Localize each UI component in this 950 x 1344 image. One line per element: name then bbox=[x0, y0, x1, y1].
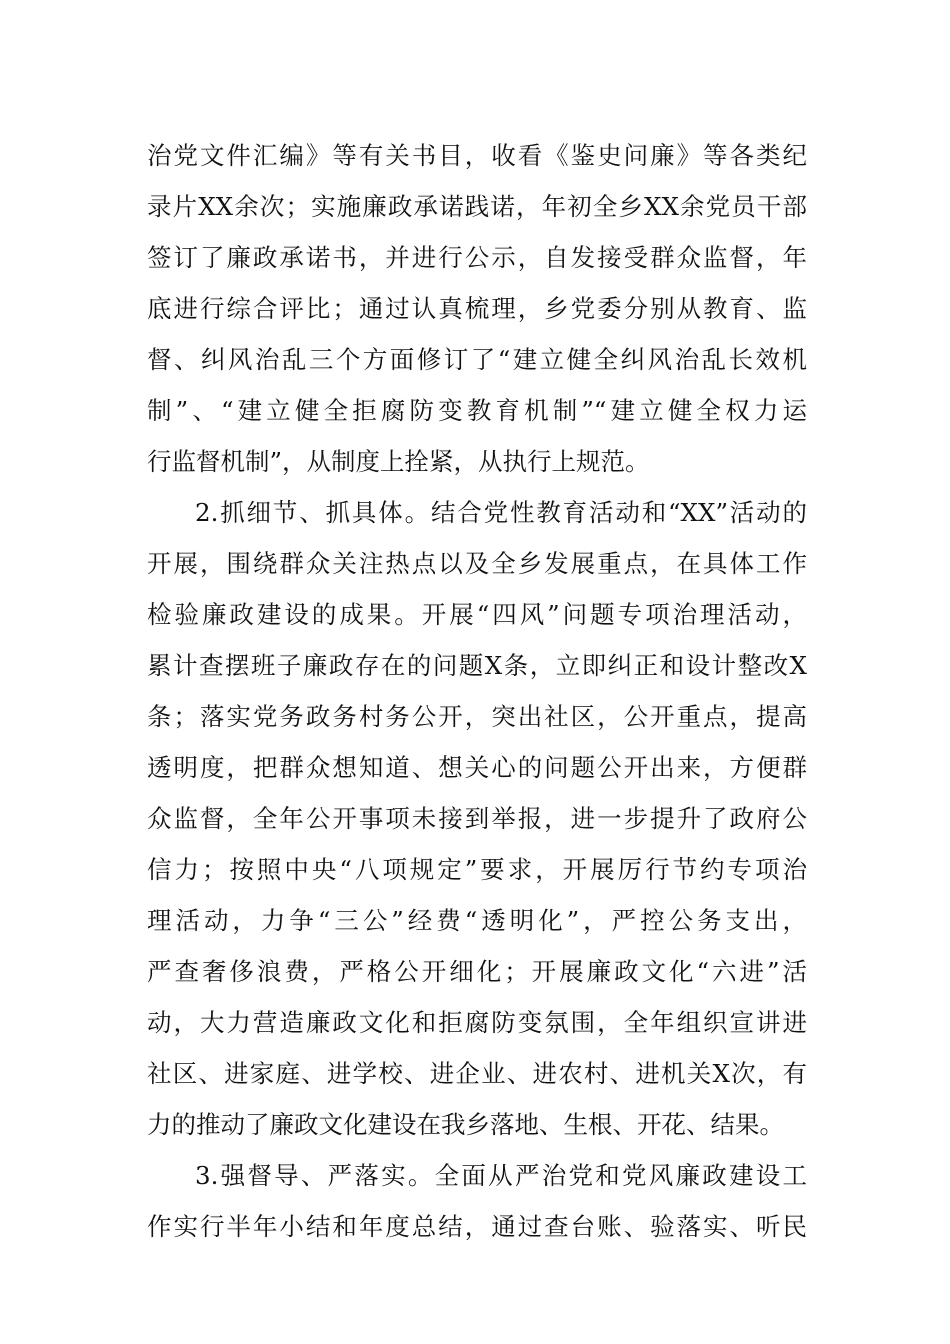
text-line: 作实行半年小结和年度总结，通过查台账、验落实、听民 bbox=[147, 1212, 807, 1241]
paragraph-1 bbox=[147, 130, 807, 487]
text-line: 开展，围绕群众关注热点以及全乡发展重点，在具体工作 bbox=[147, 549, 807, 578]
text-line: 检验廉政建设的成果。开展“四风”问题专项治理活动， bbox=[147, 600, 807, 629]
text-line: 累计查摆班子廉政存在的问题X条，立即纠正和设计整改X bbox=[147, 651, 807, 680]
text-line: 信力；按照中央“八项规定”要求，开展厉行节约专项治 bbox=[147, 855, 807, 884]
text-line: 签订了廉政承诺书，并进行公示，自发接受群众监督，年 bbox=[147, 243, 807, 272]
text-line: 众监督，全年公开事项未接到举报，进一步提升了政府公 bbox=[147, 804, 807, 833]
text-line: 动，大力营造廉政文化和拒腐防变氛围，全年组织宣讲进 bbox=[147, 1008, 807, 1037]
text-line: 录片XX余次；实施廉政承诺践诺，年初全乡XX余党员干部 bbox=[147, 192, 807, 221]
text-line: 条；落实党务政务村务公开，突出社区，公开重点，提高 bbox=[147, 702, 807, 731]
text-line: 制”、“建立健全拒腐防变教育机制”“建立健全权力运 bbox=[147, 396, 807, 425]
text-line: 行监督机制”，从制度上拴紧，从执行上规范。 bbox=[147, 447, 650, 476]
text-line: 底进行综合评比；通过认真梳理，乡党委分别从教育、监 bbox=[147, 294, 807, 323]
text-line: 3.强督导、严落实。全面从严治党和党风廉政建设工 bbox=[195, 1161, 807, 1190]
text-line: 严查奢侈浪费，严格公开细化；开展廉政文化“六进”活 bbox=[147, 957, 807, 986]
paragraph-2 bbox=[147, 487, 807, 1150]
text-line: 力的推动了廉政文化建设在我乡落地、生根、开花、结果。 bbox=[147, 1110, 784, 1139]
text-line: 2.抓细节、抓具体。结合党性教育活动和“XX”活动的 bbox=[195, 498, 807, 527]
text-line: 理活动，力争“三公”经费“透明化”，严控公务支出， bbox=[147, 906, 807, 935]
text-line: 透明度，把群众想知道、想关心的问题公开出来，方便群 bbox=[147, 753, 807, 782]
text-line: 治党文件汇编》等有关书目，收看《鉴史问廉》等各类纪 bbox=[147, 141, 807, 170]
paragraph-3 bbox=[147, 1150, 807, 1252]
document-body bbox=[147, 130, 807, 1252]
text-line: 社区、进家庭、进学校、进企业、进农村、进机关X次，有 bbox=[147, 1059, 807, 1088]
text-line: 督、纠风治乱三个方面修订了“建立健全纠风治乱长效机 bbox=[147, 345, 807, 374]
